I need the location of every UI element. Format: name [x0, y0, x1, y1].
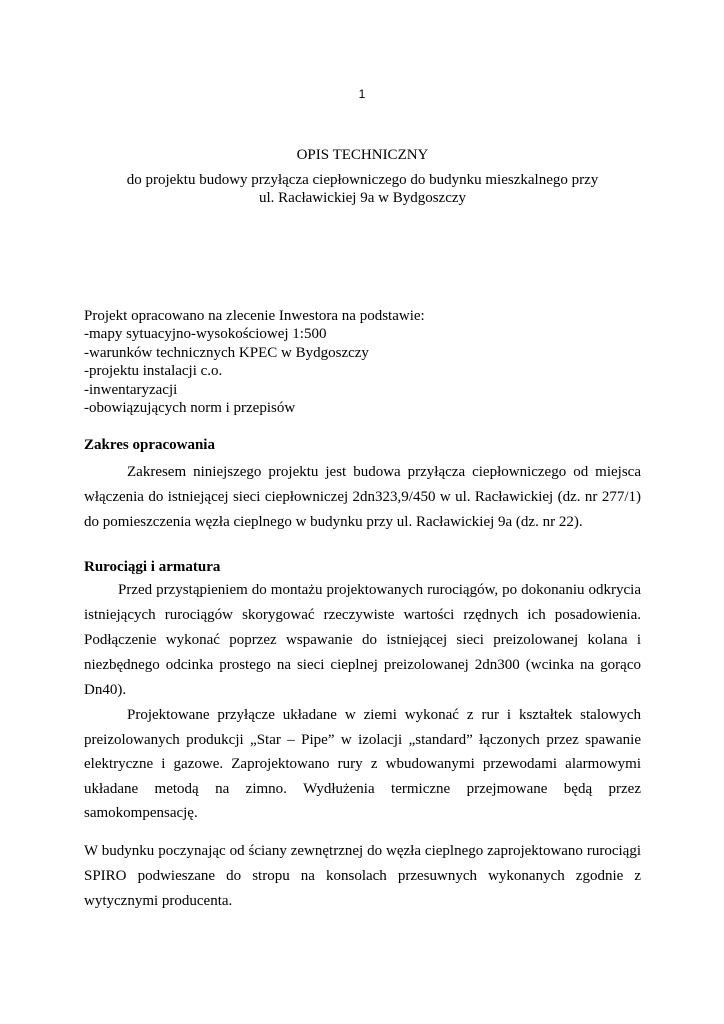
scope-heading: Zakres opracowania	[84, 437, 215, 453]
basis-item: -projektu instalacji c.o.	[84, 363, 223, 380]
document-title: OPIS TECHNICZNY	[296, 147, 429, 163]
page-number: 1	[358, 87, 366, 101]
title-block	[84, 146, 641, 207]
basis-item: -obowiązujących norm i przepisów	[84, 400, 296, 417]
scope-section	[84, 436, 641, 535]
pipes-section	[84, 558, 641, 914]
basis-item: -mapy sytuacyjno-wysokościowej 1:500	[84, 326, 327, 343]
basis-intro: Projekt opracowano na zlecenie Inwestora na podstawie:	[84, 308, 425, 324]
pipes-paragraph-2: Projektowane przyłącze układane w ziemi wykonać z rur i kształtek stalowych preizolowanych produkcji „Star – Pipe” w izolacji „standard” łączonych przez spawanie elektryczne i gazowe. Zaprojektowano rury z wbudowanymi przewodami alarmowymi układane metodą na zimno. Wydłużenia termiczne przejmowane będą przez samokompensację.	[84, 707, 641, 821]
basis-item: -warunków technicznych KPEC w Bydgoszczy	[84, 344, 369, 361]
scope-paragraph: Zakresem niniejszego projektu jest budowa przyłącza ciepłowniczego od miejsca włączenia do istniejącej sieci ciepłowniczej 2dn323,9/450 w ul. Racławickiej (dz. nr 277/1) do pomieszczenia węzła cieplnego w budynku przy ul. Racławickiej 9a (dz. nr 22).	[84, 464, 641, 530]
document-subtitle-line-2: ul. Racławickiej 9a w Bydgoszczy	[258, 190, 467, 206]
pipes-paragraph-3: W budynku poczynając od ściany zewnętrznej do węzła cieplnego zaprojektowano rurociągi SPIRO podwieszane do stropu na konsolach przesuwnych wykonanych zgodnie z wytycznymi producenta.	[84, 842, 641, 909]
pipes-paragraph-1: Przed przystąpieniem do montażu projektowanych rurociągów, po dokonaniu odkrycia istniejących rurociągów skorygować rzeczywiste wartości rzędnych ich posadowienia. Podłączenie wykonać poprzez wspawanie do istniejącej sieci preizolowanej kolana i niezbędnego odcinka prostego na sieci cieplnej preizolowanej 2dn300 (wcinka na gorąco Dn40).	[84, 582, 641, 698]
basis-list	[84, 307, 644, 417]
document-subtitle-line-1: do projektu budowy przyłącza ciepłowniczego do budynku mieszkalnego przy	[126, 172, 599, 188]
basis-item: -inwentaryzacji	[84, 381, 178, 398]
pipes-heading: Rurociągi i armatura	[84, 559, 221, 575]
